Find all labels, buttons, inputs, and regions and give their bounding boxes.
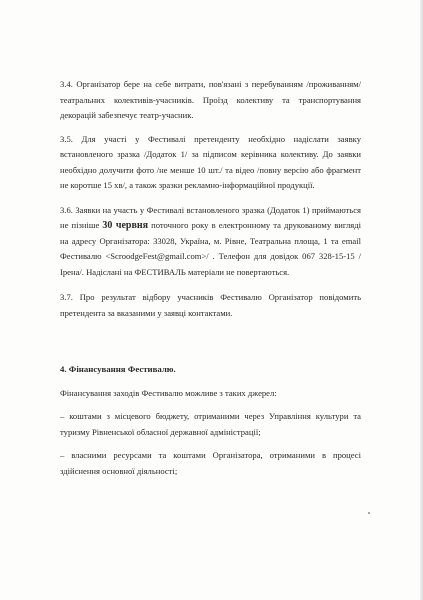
deadline-date: 30 червня	[102, 220, 149, 231]
paragraph-3-6-text-end: поточного року в електронному та друкованому вигляді на адресу Організатора: 33028, Україна, м. Рівне, Театральна площа, 1 та email Фестивалю <ScroodgeFest@gmail.com>/ . Телефон для довідок 067 328-15-15 /Ірена/. Надіслані на ФЕСТИВАЛЬ матеріали не повертаються.	[60, 220, 361, 277]
funding-item-1: – коштами з місцевого бюджету, отриманими через Управління культури та туризму Рівненської обласної державної адміністрації;	[60, 411, 361, 437]
document-body	[60, 77, 361, 479]
section-4-heading: 4. Фінансування Фестивалю.	[60, 364, 176, 374]
paragraph-3-6-text-start: 3.6. Заявки на участь у Фестивалі встановленого зразка (Додаток 1) приймаються не пізніше	[60, 204, 361, 230]
paragraph-3-6	[60, 203, 361, 281]
funding-item-2: – власними ресурсами та коштами Організатора, отриманими в процесі здійснення основної діяльності;	[60, 450, 361, 476]
paragraph-3-4: 3.4. Організатор бере на себе витрати, пов'язані з перебуванням /проживанням/ театральних колективів-учасників. Проїзд колективу та транспортування декорацій забезпечує театр-учасник.	[60, 79, 361, 120]
paragraph-3-5: 3.5. Для участі у Фестивалі претенденту необхідно надіслати заявку встановленого зразка /Додаток 1/ за підписом керівника колективу. До заявки необхідно долучити фото /не менше 10 шт./ та відео /повну версію або фрагмент не коротше 15 хв/, а також зразки рекламно-інформаційної продукції.	[60, 133, 361, 190]
paragraph-3-7: 3.7. Про результат відбору учасників Фестивалю Організатор повідомить претендента за вказаними у заявці контактами.	[60, 292, 361, 318]
scan-speck	[368, 512, 370, 514]
paragraph-4-intro: Фінансування заходів Фестивалю можливе з таких джерел:	[60, 387, 277, 398]
